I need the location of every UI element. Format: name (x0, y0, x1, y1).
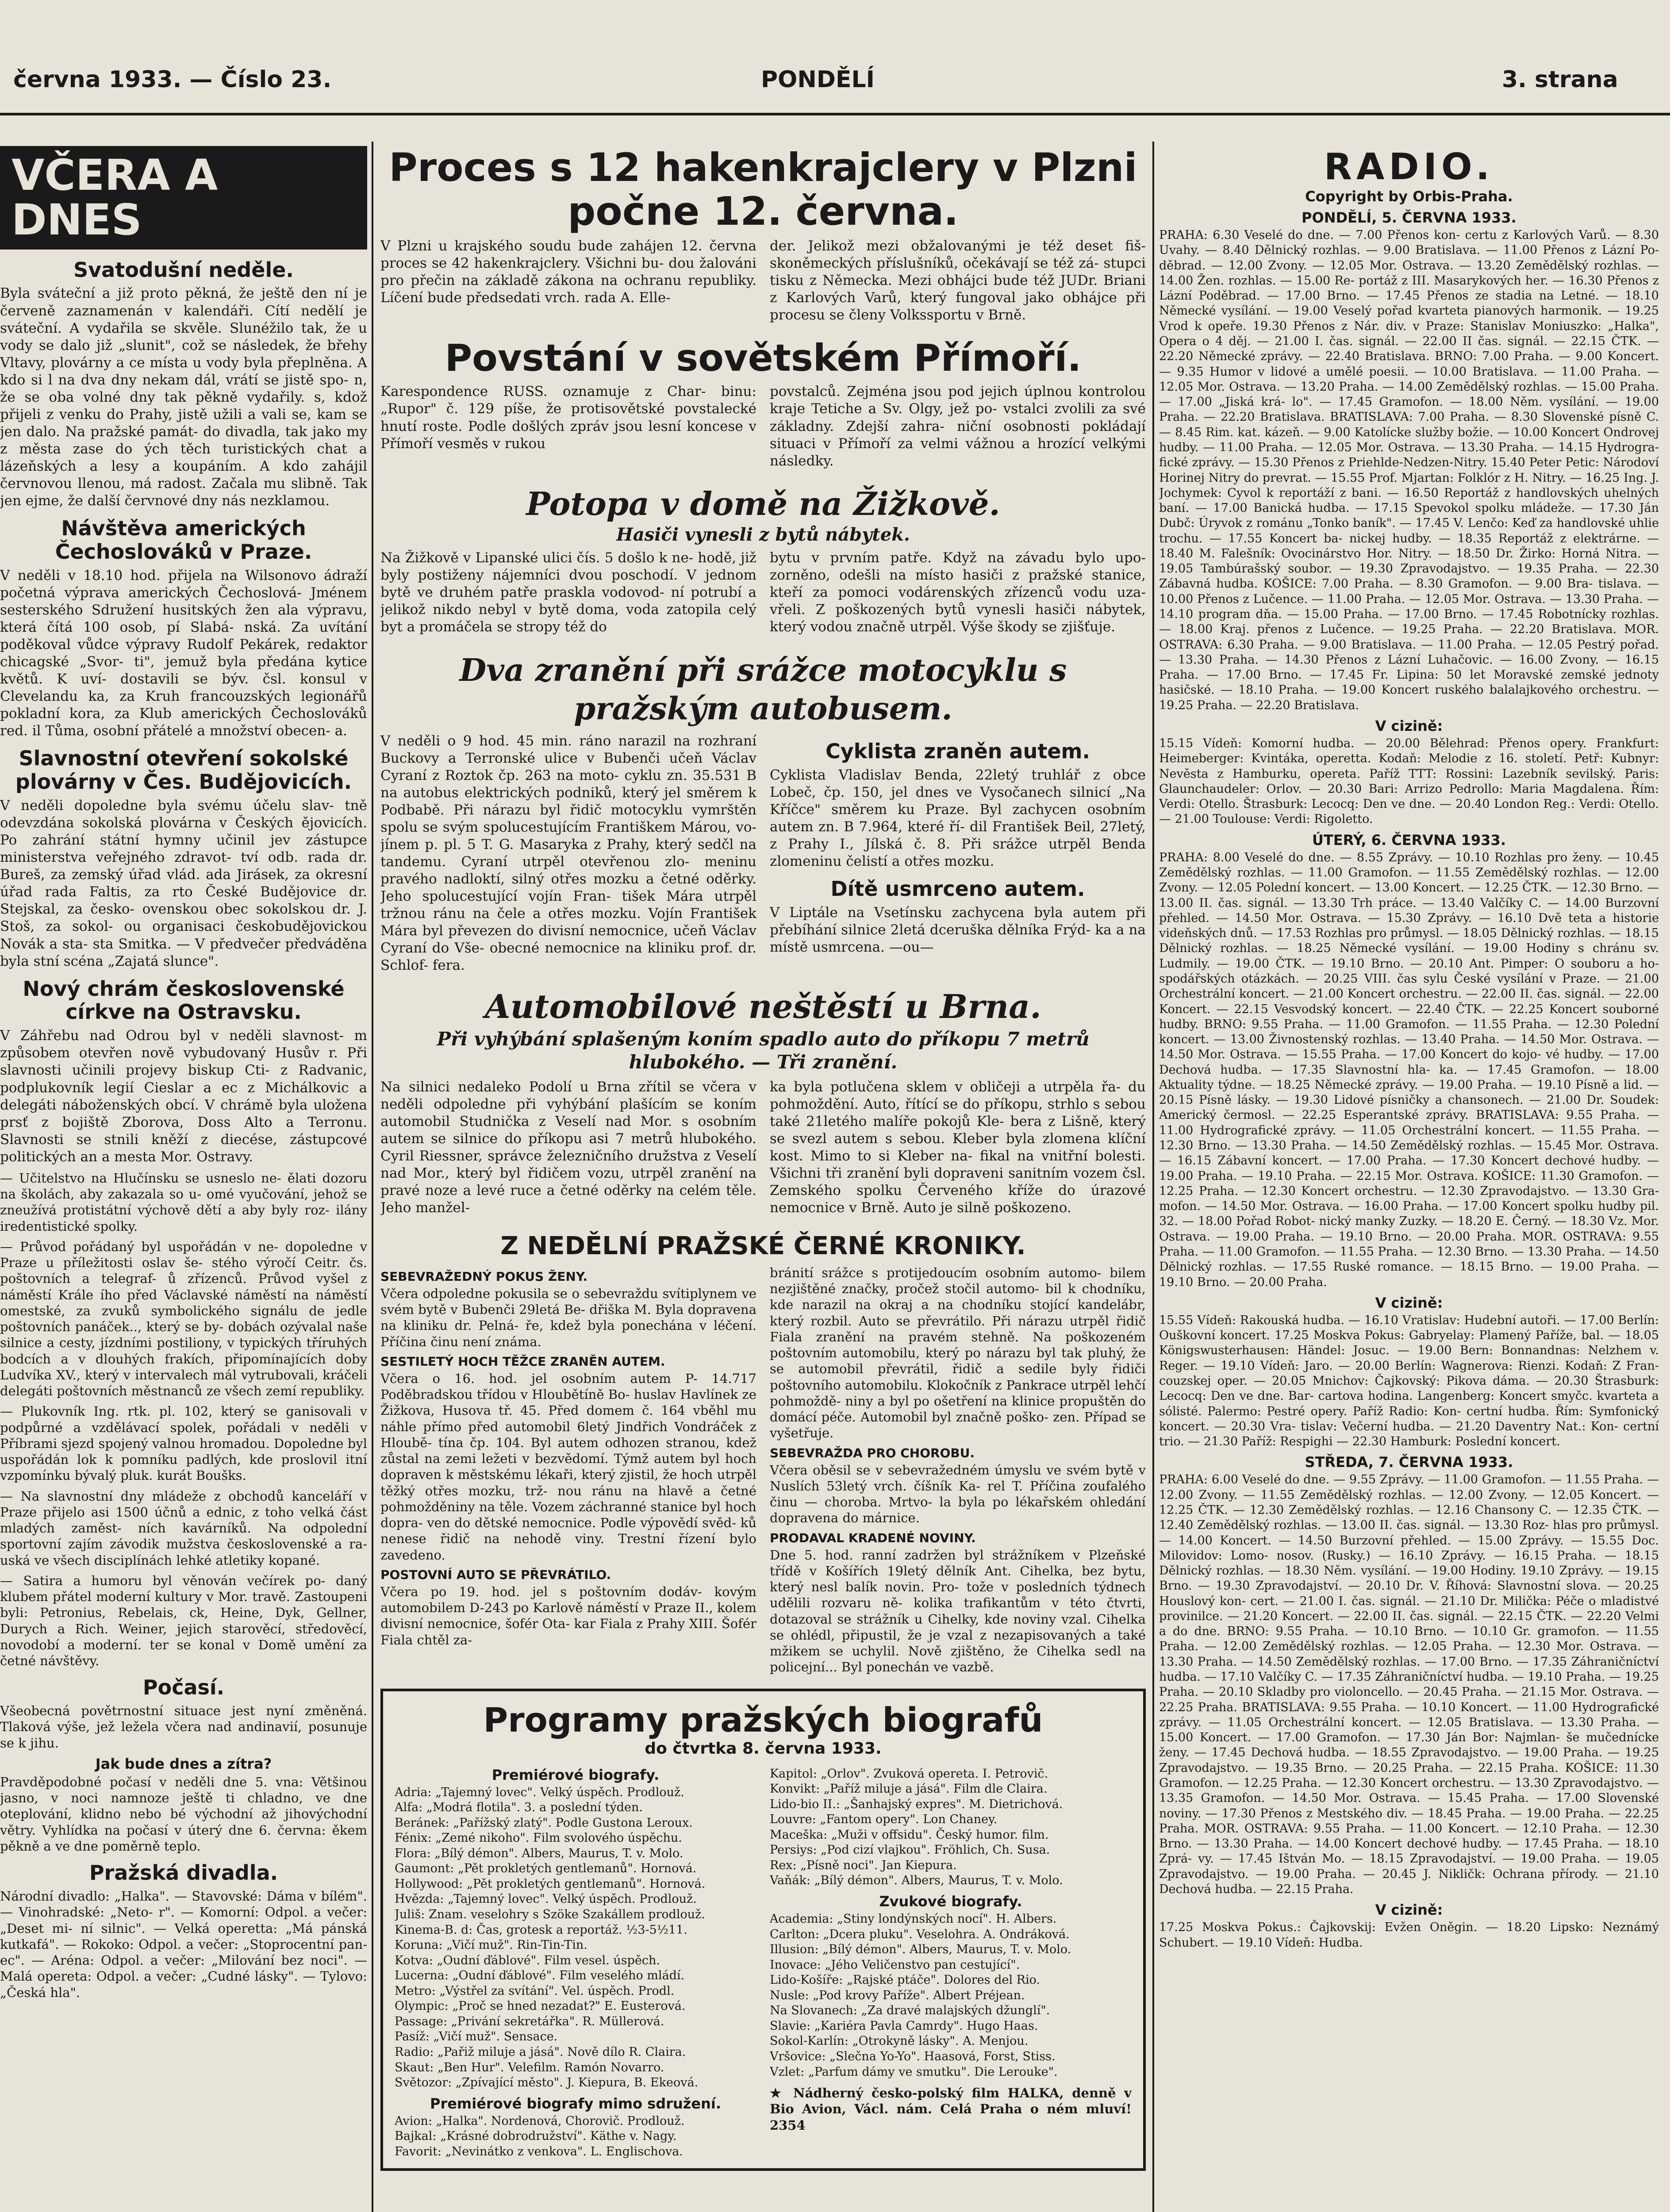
list-item: Favorit: „Nevinátko z venkova". L. Englischova. (395, 2144, 683, 2158)
weather-question: Jak bude dnes a zítra? (95, 1755, 272, 1772)
list-item: Lido-bio II.: „Šanhajský expres". M. Dietrichová. (770, 1797, 1063, 1811)
theatres-body: Národní divadlo: „Halka". — Stavovské: Dáma v bílém". — Vinohradské: „Neto- r". — Komorní: Odpol. a večer: „Deset mi- ní silnic". — Velká operetta: „Má pánská kutkafá". — Rokoko: Odpol. a večer: „Stoprocentní pan- ec". — Aréna: Odpol. a večer: „Milování bez noci". — Malá opereta: Odpol. a večer: „Cudné lásky". — Tylovo: „Česká hla". (0, 1889, 367, 2000)
radio-day-program: PRAHA: 6.00 Veselé do dne. — 9.55 Zprávy. — 11.00 Gramofon. — 11.55 Praha. — 12.00 Zvony. — 11.55 Zemědělský rozhlas. — 12.00 Zvony. — 12.05 Koncert. — 12.25 ČTK. — 12.30 Zemědělský rozhlas. — 12.16 Chansony C. — 12.35 ČTK. — 12.40 Zemědělský rozhlas. — 13.00 II. čas. signál. — 13.30 Roz- hlas pro průmysl. — 14.00 Koncert. — 14.50 Burzovní přehled. — 15.00 Zprávy. — 15.55 Doc. Milovidov: Lomo- nosov. (Rusky.) — 16.10 Zprávy. — 16.15 Praha. — 18.15 Dělnický rozhlas. — 18.30 Něm. vysílání. — 19.00 Hodiny. 19.10 Zprávy. — 19.15 Brno. — 19.30 Zpravodajství. — 20.10 Dr. V. Říhová: Slavnostní slova. — 20.25 Houslový kon- cert. — 21.00 I. čas. signál. — 21.10 Dr. Milička: Péče o mladistvé provinilce. — 21.20 Koncert. — 22.00 II. čas. signál. — 22.15 ČTK. — 22.20 Velmi a do dne. BRNO: 9.55 Praha. — 10.10 Brno. — 10.10 Gr. gramofon. — 11.55 Praha. — 12.00 Zemědělský rozhlas. — 12.05 Praha. — 12.30 Mor. Ostrava. — 13.30 Praha. — 14.50 Zemědělský rozhlas. — 17.00 Brno. — 17.35 Záhraničníctví hudba. — 17.10 Valčíky C. — 17.35 Záhraničníctví hudba. — 19.10 Praha. — 19.25 Praha. — 20.10 Skladby pro violoncello. — 20.45 Praha. — 21.15 Mor. Ostrava. — 22.25 Praha. BRATISLAVA: 9.55 Praha. — 10.10 Koncert. — 11.00 Hydrografické zprávy. — 11.05 Orchestrální koncert. — 12.05 Bratislava. — 13.30 Praha. — 15.00 Koncert. — 17.00 Gramofon. — 17.30 Ján Bor: Najmlan- še mučednícke ženy. — 17.45 Dechová hudba. — 18.55 Zpravodajstvo. — 19.00 Praha. — 19.25 Zpravodajstvo. — 19.35 Brno. — 20.25 Praha. — 22.15 Praha. KOŠICE: 11.30 Gramofon. — 12.25 Praha. — 12.30 Koncert orchestru. — 13.30 Zpravodajstvo. — 13.35 Gramofon. — 14.50 Mor. Ostrava. — 15.45 Praha. — 17.00 Slovenské noviny. — 17.30 Přenos z Mestského div. — 18.45 Praha. — 19.00 Praha. — 22.25 Praha. MOR. OSTRAVA: 9.55 Praha. — 11.00 Koncert. — 12.10 Praha. — 12.30 Brno. — 13.30 Praha. — 14.00 Koncert dechové hudby. — 17.45 Praha. — 18.10 Zprá- vy. — 17.45 Ištván Mo. — 18.15 Zpravodajství. — 19.00 Praha. — 19.05 Zpravodajstvo. — 19.00 Praha. — 20.45 J. Nikličk: Ochrana přírody. — 21.10 Dechová hudba. — 22.15 Praha. (1159, 1473, 1659, 1896)
kronika-item-title: POSTOVNÍ AUTO SE PŘEVRÁTILO. (380, 1567, 611, 1582)
column-divider-right (1152, 142, 1154, 2212)
left-column (0, 146, 367, 2212)
article-title: Svatodušní neděle. (73, 257, 294, 282)
povstani-body-left: Karespondence RUSS. oznamuje z Char- binu: „Rupor" č. 129 píše, že protisovětské povstalecké hnutí roste. Podle došlých zpráv jsou lesní koncese v Přímoří vesměs v rukou (380, 384, 756, 452)
premier-list (395, 1785, 756, 2091)
radio-foreign-heading: V cizině: (1375, 1294, 1443, 1311)
article-body: V neděli v 18.10 hod. přijela na Wilsonovo ádraží početná výprava amerických Čechoslová- Jménem sesterského Sdružení husitských žen ala výpravu, která čítá 100 osob, pí Slabá- nská. Za uvítání poděkoval vůdce výpravy Rudolf Pekárek, redaktor chicagské „Svor- ti", jemuž byla předána kytice květů. K uví- dostavili se býv. čsl. konsul v Clevelandu ka, za Kruh francouzských legionářů pokladní kora, za Klub amerických Čechoslováků red. il Tůma, osobní přátelé a množství obecen- a. (0, 567, 367, 739)
weather-forecast: Pravděpodobné počasí v neděli dne 5. vna: Většinou jasno, v noci namnoze ještě ti chladno, ve dne oteplování, klidno nebo bé východní až jihovýchodní větry. Vyhlídka na počasí v úterý dne 6. června: ěkem pěkně a ve dne poměrně teplo. (0, 1774, 367, 1854)
biografy-lists (395, 1762, 1132, 2160)
list-item: Flora: „Bílý démon". Albers, Maurus, T. v. Molo. (395, 1846, 683, 1860)
radio-foreign-heading: V cizině: (1375, 1901, 1443, 1919)
proces-body (380, 238, 1146, 328)
dite-body: V Liptále na Vsetínsku zachycena byla autem při přebíhání silnice 2letá dceruška dělníka Frýd- ka a na místě usmrcena. —ou— (770, 904, 1146, 956)
radio-day-heading: PONDĚLÍ, 5. ČERVNA 1933. (1301, 209, 1516, 226)
header-page-number: 3. strana (1502, 66, 1618, 93)
potopa-body (380, 549, 1146, 640)
zvuk-list (770, 1912, 1132, 2080)
notice-item: — Učitelstvo na Hlučínsku se usneslo ne- ělati dozoru na školách, aby zakazala so u- omé vyučování, jehož se zneužívá protistátní výchově dětí a aby byly roz- ilány iredentistické spolky. (0, 1170, 367, 1234)
brno-headline: Automobilové neštěstí u Brna. (485, 987, 1041, 1026)
radio-day-heading: ÚTERÝ, 6. ČERVNA 1933. (1312, 831, 1506, 849)
povstani-headline: Povstání v sovětském Přímoří. (445, 336, 1082, 380)
notice-item: — Satira a humoru byl věnován večírek po- daný klubem přátel moderní kultury v Mor. travě. Zastoupeni byli: Petronius, Rebelais, ck, Heine, Dyk, Gellner, Durych a Rich. Weiner, jejich starověcí, středověcí, novodobí a moderní. ter se konal v Domě umění za četné návštěvy. (0, 1573, 367, 1668)
article-title: Slavnostní otevření sokolské plovárny v Čes. Budějovicích. (15, 746, 352, 794)
moto-headline: Dva zranění při srážce motocyklu s pražským autobusem. (459, 651, 1067, 727)
list-item: Lucerna: „Oudní ďáblové". Film veselého mládí. (395, 1969, 685, 1983)
cyklista-body: Cyklista Vladislav Benda, 22letý truhlář z obce Lobeč, čp. 150, jel dnes ve Vysočanech silnicí „Na Kříčce" směrem ku Praze. Byl zachycen osobním autem zn. B 7.964, které ří- dil František Beil, 27letý, z Prahy I., Jílská č. 8. Při srážce utrpěl Benda zlomeninu čelistí a otřes mozku. (770, 767, 1146, 869)
list-item: Na Slovanech: „Za dravé malajských džunglí". (770, 2004, 1050, 2018)
list-item: Radio: „Pařiž miluje a jásá". Nově dílo R. Claira. (395, 2045, 686, 2059)
kronika-item-body: bránití srážce s protijedoucím osobním automo- bilem nezjištěné značky, pročež stočil automo- bil k chodníku, kde narazil na okraj a na chodníku stojící kandelábr, který rozbil. Auto se převrátilo. Při nárazu utrpěl řidič Fiala zranění na pravém stehně. Na poškozeném poštovním automobilu, který po nárazu byl tak pluhý, že se automobil převrátil, řidič a sedile byly řidiči poštovního automobilu. Klokočník z Pankrace utrpěl lehčí pohmoždě- niny a byl po ošetření na klinice propuštěn do domácí péče. Automobil byl značně poško- zen. Případ se vyšetřuje. (770, 1265, 1146, 1441)
potopa-headline: Potopa v domě na Žižkově. (526, 484, 1000, 522)
kronika-headline: Z NEDĚLNÍ PRAŽSKÉ ČERNÉ KRONIKY. (500, 1231, 1026, 1260)
kronika-body (380, 1265, 1146, 1680)
povstani-body (380, 383, 1146, 474)
list-item: Skaut: „Ben Hur". Velefilm. Ramón Novarro. (395, 2060, 664, 2074)
radio-foreign-heading: V cizině: (1375, 718, 1443, 734)
list-item: Kotva: „Oudní ďáblové". Film vesel. úspěch. (395, 1953, 660, 1967)
weather-body: Všeobecná povětrnostní situace jest nyní změněná. Tlaková výše, jež ležela včera nad andinavií, posunuje se k jihu. (0, 1703, 367, 1751)
article-title: Nový chrám československé církve na Ostravsku. (23, 976, 345, 1024)
list-item: Vzlet: „Parfum dámy ve smutku". Die Lerouke". (770, 2065, 1058, 2079)
brno-subhead: Při vyhýbání splašeným koním spadlo auto do příkopu 7 metrů hlubokého. — Tři zranění. (437, 1028, 1090, 1073)
list-item: Illusion: „Bílý démon". Albers, Maurus, T. v. Molo. (770, 1943, 1071, 1957)
list-item: Gaumont: „Pět prokletých gentlemanů". Hornová. (395, 1862, 697, 1876)
list-item: Slavie: „Kariéra Pavla Camrdy". Hugo Haas. (770, 2019, 1038, 2033)
list-item: Pasíž: „Vičí muž". Sensace. (395, 2030, 558, 2044)
radio-title: RADIO. (1324, 146, 1494, 188)
radio-foreign-program: 15.15 Vídeň: Komorní hudba. — 20.00 Bělehrad: Přenos opery. Frankfurt: Heimeberger: Kvintáka, operetta. Kodaň: Melodie z 16. století. Petř: Kubnyr: Nevěsta z Hamburku, opereta. Paříž TTT: Rossini: Lazebník sevilský. Paris: Glaunchaudeler: Orlov. — 20.30 Bari: Arrizo Pedrollo: Maria Magdalena. Řím: Verdi: Otello. Štrasburk: Lecocq: Den ve dne. — 20.40 London Reg.: Verdi: Otello. — 21.00 Toulouse: Verdi: Rigoletto. (1159, 737, 1659, 826)
mimo-title: Premiérové biografy mimo sdružení. (430, 2095, 721, 2112)
page-header (0, 66, 1670, 111)
list-item: Nusle: „Pod krovy Paříže". Albert Préjean. (770, 1988, 1025, 2002)
kronika-item-title: SEBEVRAŽDA PRO CHOROBU. (770, 1445, 975, 1460)
notice-item: — Plukovník Ing. rtk. pl. 102, který se ganisovali v podpůrné a vzdělávací spolek, pořádali v neděli v Příbrami sjezd spojený valnou hromadou. Dopoledne byl uspořádán lok k pomníku padlých, kde proslovil itní vzpomínku bývalý pluk. kurát Boušks. (0, 1404, 367, 1483)
main-column (380, 146, 1146, 2212)
potopa-subhead: Hasiči vynesli z bytů nábytek. (616, 524, 910, 545)
radio-column (1159, 146, 1659, 2212)
kronika-item-body: Včera po 19. hod. jel s poštovním dodáv- kovým automobilem D-243 po Karlově náměstí v Praze II., kolem divisní nemocnice, šofér Ota- kar Fiala z Prahy XIII. Šofér Fiala chtěl za- (380, 1584, 756, 1647)
radio-copyright: Copyright by Orbis-Praha. (1305, 188, 1513, 205)
weather-title: Počasí. (142, 1675, 225, 1700)
list-item: Kinema-B. d: Čas, grotesk a reportáž. ½3-5½11. (395, 1923, 687, 1937)
proces-body-right: der. Jelikož mezi obžalovanými je též deset fiš- skoněmeckých příslušníků, očekávají se též zá- stupci tisku z Německa. Mezi obhájci bude též JUDr. Briani z Karlových Varů, který fungoval jako obhájce při procesu se členy Volkssportu v Brně. (770, 238, 1146, 323)
list-item: Konvikt: „Paříž miluje a jásá". Film dle Claira. (770, 1782, 1048, 1796)
kronika-item-title: SESTILETÝ HOCH TĚŽCE ZRANĚN AUTEM. (380, 1354, 665, 1369)
kronika-item-body: Včera o 16. hod. jel osobním autem P- 14.717 Poděbradskou třídou v Hloubětíně Bo- huslav Havlínek ze Žižkova, Husova tř. 45. Před domem č. 164 vběhl mu náhle přímo před automobil 6letý Jindřich Vondráček z Hloubě- tína čp. 104. Byl autem odhozen stranou, kdež zůstal na zemi ležeti v bezvědomí. Týmž autem byl hoch dopraven k městskému lékaři, který zjistil, že hoch utrpěl těžký otřes mozku, trž- nou ránu na hlavě a četné pohmožděniny na těle. Vozem záchranné stanice byl hoch dopra- ven do dětské nemocnice. Podle výpovědí svěd- ků nenese řidič na nehodě viny. Trestní řízení bylo zavedeno. (380, 1371, 756, 1563)
proces-headline: Proces s 12 hakenkrajclery v Plzni počne 12. června. (389, 146, 1137, 234)
premier-title: Premiérové biografy. (491, 1766, 660, 1783)
article-body: V neděli dopoledne byla svému účelu slav- tně odevzdána sokolská plovárna v Českých ějovicích. Po zahrání státní hymny učinil jev zástupce ministerstva veřejného zdravot- tví odb. rada dr. Bureš, za zemský úřad vlád. ada Jirásek, za okresní úřad rada Faltis, za rto České Budějovice dr. Stejskal, za česko- ovenskou obec sokolskou dr. J. Stoš, za sokol- ou organisaci českobudějovickou Novák a sta- sta Smitka. — V předvečer předváděna byla stní scéna „Zajatá slunce". (0, 798, 367, 969)
list-item: Alfa: „Modrá flotila". 3. a poslední týden. (395, 1801, 643, 1815)
proces-body-left: V Plzni u krajského soudu bude zahájen 12. června proces se 42 hakenkrajclery. Všichni bu- dou žalováni pro přečin na základě zákona na ochranu republiky. Líčení bude předsedati vrch. rada A. Elle- (380, 238, 756, 306)
povstani-body-right: povstalců. Zejména jsou pod jejich úplnou kontrolou kraje Tetiche a Sv. Olgy, jež po- vstalci zvolili za své základny. Zdejší zahra- niční osobnosti pokládají situaci v Přímoří za velmi vážnou a hrozící velkými následky. (770, 384, 1146, 469)
zvuk-title: Zvukové biografy. (879, 1893, 1022, 1910)
list-item: Metro: „Výstřel za svítání". Vel. úspěch. Prodl. (395, 1984, 675, 1998)
radio-day-heading: STŘEDA, 7. ČERVNA 1933. (1305, 1454, 1513, 1471)
list-item: Koruna: „Vičí muž". Rin-Tin-Tin. (395, 1938, 587, 1952)
list-item: Kapitol: „Orlov". Zvuková opereta. I. Petrovič. (770, 1767, 1048, 1781)
radio-day-program: PRAHA: 6.30 Veselé do dne. — 7.00 Přenos kon- certu z Karlových Varů. — 8.30 Uvahy. — 8.40 Dělnický rozhlas. — 9.00 Bratislava. — 11.00 Přenos z Lázní Po- děbrad. — 12.00 Zvony. — 12.05 Mor. Ostrava. — 13.20 Zemědělský rozhlas. — 14.00 Žen. rozhlas. — 15.00 Re- portáž z III. Masarykových her. — 16.30 Přenos z Lázní Poděbrad. — 17.00 Brno. — 17.45 Přenos ze stadia na Letné. — 18.10 Německé vysílání. — 19.00 Veselý pořad kvarteta pianových harmonik. — 19.25 Vrod k opeře. 19.30 Přenos z Nár. div. v Praze: Stanislav Moniuszko: „Halka", Opera o 4 děj. — 21.00 I. čas. signál. — 22.00 II čas. signál. — 22.15 ČTK. — 22.20 Německé zprávy. — 22.40 Bratislava. BRNO: 7.00 Praha. — 9.00 Koncert. — 9.35 Humor v lidové a umělé poesii. — 10.00 Bratislava. — 11.00 Praha. — 12.05 Mor. Ostrava. — 13.20 Praha. — 14.00 Zemědělský rozhlas. — 15.00 Praha. — 17.00 „Jiská krá- lo". — 17.45 Gramofon. — 18.00 Něm. vysílání. — 19.00 Praha. — 22.20 Bratislava. BRATISLAVA: 7.00 Praha. — 8.30 Slovenské písně C. — 8.45 Rim. kat. kázeň. — 9.00 Katolícke služby božie. — 10.00 Koncert Ondrovej hudby. — 11.00 Praha. — 12.05 Mor. Ostrava. — 13.30 Praha. — 14.15 Hydrogra- fické zprávy. — 15.30 Přenos z Priehlde-Nedzen-Nitry. 15.40 Peter Petic: Národoví Horinej Nitry do prevrat. — 15.55 Prof. Mjartan: Folklór z H. Nitry. — 16.25 Ing. J. Jochymek: Cyvol k reportáží z bani. — 16.50 Reportáž z handlovských uhelných baní. — 17.00 Banická hudba. — 17.15 Spevokol spolku mládeže. — 17.30 Ján Dubč: Úryvok z románu „Tonko baník". — 17.45 V. Lenčo: Keď za handlovské uhlie trochu. — 17.55 Koncert ba- nickej hudby. — 18.35 Reportáž z elektrárne. — 18.40 M. Falešník: Ovocinárstvo Hor. Nitry. — 18.50 Dr. Žirko: Horná Nitra. — 19.05 Tambúrašský soubor. — 19.30 Zpravodajstvo. — 19.35 Praha. — 22.30 Zábavná hudba. KOŠICE: 7.00 Praha. — 8.30 Gramofon. — 9.00 Bra- tislava. — 10.00 Přenos z Lučence. — 11.00 Praha. — 12.05 Mor. Ostrava. — 13.30 Praha. — 14.10 program dňa. — 15.00 Praha. — 17.00 Brno. — 17.45 Robotnícky rozhlas. — 18.00 Kraj. přenos z Lučence. — 19.25 Praha. — 22.20 Bratislava. MOR. OSTRAVA: 6.30 Praha. — 9.00 Bratislava. — 11.00 Praha. — 12.05 Pestrý pořad. — 13.30 Praha. — 14.30 Přenos z Lázní Luhačovic. — 16.00 Zvony. — 16.15 Praha. — 17.00 Brno. — 17.45 Fr. Lipina: 50 let Moravské zemské jednoty hasičské. — 18.10 Praha. — 19.00 Koncert ruského balalajkového orchestru. — 19.25 Praha. — 22.20 Bratislava. (1159, 228, 1659, 712)
kronika-item-title: SEBEVRAŽEDNÝ POKUS ŽENY. (380, 1269, 588, 1284)
radio-foreign-program: 15.55 Vídeň: Rakouská hudba. — 16.10 Vratislav: Hudební autoři. — 17.00 Berlín: Ouškovní koncert. 17.25 Moskva Pokus: Gabryelay: Plamený Paříže, bal. — 18.05 Königswusterhausen: Händel: Josuc. — 19.00 Bern: Bonnandnas: Nelzhem v. Reger. — 19.10 Vídeň: Jaro. — 20.00 Berlín: Wagnerova: Rienzi. Kodaň: Z Fran- couzskej oper. — 20.05 Mnichov: Čajkovský: Pikova dáma. — 20.30 Štrasburk: Lecocq: Den ve dne. Bar- cartova hodina. Langenberg: Koncert smyčc. kvarteta a sólisté. Palermo: Pestré opery. Paříž Radio: Kon- certní hudba. Řím: Symfonický koncert. — 20.30 Vra- tislav: Večerní hudba. — 21.20 Daventry Nat.: Kon- certní trio. — 21.30 Paříž: Respighi — 22.30 Hamburk: Poslední koncert. (1159, 1313, 1659, 1449)
article-body: V Záhřebu nad Odrou byl v neděli slavnost- m způsobem otevřen nově vybudovaný Husův r. Při slavnosti učinili projevy biskup Cti- z Radvanic, podplukovník legií Cieslar a ec z Michálkovic a delegáti náboženských obcí. V chrámě byla uložena prsť z bojiště Zborova, Doss Alto a Terronu. Slavnosti se stnili kněží z diecése, zástupcové politických an a mesta Mor. Ostravy. (0, 1028, 367, 1165)
list-item: Carlton: „Dcera pluku". Veselohra. A. Ondráková. (770, 1927, 1070, 1941)
notice-item: — Na slavnostní dny mládeže z obchodů kanceláří v Praze přijelo asi 1500 účnů a ednic, z toho velká část mladých zaměst- ních kavárníků. Na odpolední sportovní zajím závodik mužstva československé a ra- uská ve všech disciplínách lehké atletiky kopané. (0, 1488, 367, 1568)
brno-body-right: ka byla potlučena sklem v obličeji a utrpěla řa- du pohmoždění. Auto, řítící se do příkopu, strhlo s sebou také 21letého malíře pokojů Kle- bera z Lišně, který se svezl autem s sebou. Kleber byla zlomena klíční kost. Mimo to si Kleber na- fikal na vnitřní bolesti. Všichni tři zranění byli dopraveni sanitním vozem čsl. Zemského spolku Červeného kříže do úrazové nemocnice v Brně. Auto je silně poškozeno. (770, 1079, 1146, 1216)
right-cinema-list (770, 1767, 1132, 1889)
header-issue: června 1933. — Číslo 23. (13, 66, 332, 93)
kronika-item-body: Včera odpoledne pokusila se o sebevraždu svítiplynem ve svém bytě v Bubenči 29letá Be- dřiška M. Byla dopravena na kliniku dr. Pelná- ře, kdež byla ponechána v léčení. Příčina činu není známa. (380, 1286, 756, 1349)
moto-body (380, 733, 1146, 979)
list-item: Maceška: „Muži v offsidu". Český humor. film. (770, 1828, 1049, 1842)
notice-item: — Průvod pořádaný byl uspořádán v ne- dopoledne v Praze u příležitosti oslav še- stého výročí Ceitr. čs. poštovních a telegraf- ů zřízenců. Průvod vyšel z náměstí Krále ího před Václavské náměstí na náměstí omestské, za zvuků symbolického signálu de jedle poštovních panáček.., který se by- dobách ozývalal naše silnice a cesty, jízdními postiliony, v typických tříruhých bodcích a v dlouhých frakích, připomínajících doby Ludvíka XV., který v intervalech mál vytrubovali, kráčeli delegáti poštovních městnanců ze všech zemí republiky. (0, 1239, 367, 1398)
list-item: Inovace: „Jého Veličenstvo pan cestující". (770, 1958, 1020, 1972)
mimo-list (395, 2114, 756, 2160)
list-item: Beránek: „Pařížský zlatý". Podle Gustona Leroux. (395, 1816, 693, 1830)
moto-body-text: V neděli o 9 hod. 45 min. ráno narazil na rozhraní Buckovy a Terronské ulice v Bubenči učeň Václav Cyraní z Roztok čp. 263 na moto- cyklu zn. 35.531 B na autobus elektrických podniků, který jel směrem k Podbabě. Při nárazu byl řidič motocyklu vymrštěn spolu se svým spolucestujícím Františkem Márou, vo- jínem p. pl. 5 T. G. Masaryka z Prahy, který sedčl na tandemu. Cyraní utrpěl otevřenou zlo- meninu pravého nadloktí, silný otřes mozku a četné oděrky. Jeho spolucestující vojín Fran- tišek Mára utrpěl tržnou ránu na čele a otřes mozku. Vojín František Mára byl převezen do divisní nemocnice, učeň Václav Cyraní do Vše- obecné nemocnice na kliniku prof. dr. Schlof- fera. (380, 733, 756, 974)
biografy-headline: Programy pražských biografů (483, 1700, 1043, 1740)
header-rule (0, 113, 1670, 115)
list-item: Passage: „Privání sekretářka". R. Müllerová. (395, 2014, 664, 2028)
list-item: Hvězda: „Tajemný lovec". Velký úspěch. Prodlouž. (395, 1892, 697, 1906)
list-item: Sokol-Karlín: „Otrokyně lásky". A. Menjou. (770, 2034, 1029, 2048)
kronika-item-body: Dne 5. hod. ranní zadržen byl strážníkem v Plzeňské třídě v Košířích 19letý dělník Ant. Cihelka, bez bytu, který nesl balík novin. Pro- tože v posledních týdnech udělili rozvaru ně- kolika trafikantům v této čtvrti, dotazoval se strážník u Cihelky, kde noviny vzal. Cihelka se ohlédl, připustil, že je vzal z nezapisovaných a také mžikem se uchylil. Nově zjištěno, že Cihelka sedl na policejní... Byl ponechán ve vazbě. (770, 1547, 1146, 1675)
list-item: Adria: „Tajemný lovec". Velký úspěch. Prodlouž. (395, 1785, 684, 1799)
kronika-item-title: PRODAVAL KRADENÉ NOVINY. (770, 1530, 976, 1545)
list-item: Světozor: „Zpívající město". J. Kiepura, B. Ekeová. (395, 2076, 699, 2090)
list-item: Rex: „Písně noci". Jan Kiepura. (770, 1858, 957, 1872)
dite-title: Dítě usmrceno autem. (830, 877, 1085, 901)
potopa-body-left: Na Žižkově v Lipanské ulici čís. 5 došlo k ne- hodě, již byly postiženy nájemníci dvou poschodí. V jednom bytě ve druhém patře praskla vodovod- ní potrubí a jelikož nikdo nebyl v bytě doma, voda zatopila celý byt a promáčela se stropy též do (380, 549, 756, 635)
vcera-a-dnes-banner: VČERA A DNES (0, 146, 367, 250)
list-item: Vaňák: „Bílý démon". Albers, Maurus, T. v. Molo. (770, 1874, 1063, 1888)
list-item: Juliš: Znam. veselohry s Szöke Szakállem prodlouž. (395, 1908, 705, 1922)
theatres-title: Pražská divadla. (89, 1861, 278, 1885)
potopa-body-right: bytu v prvním patře. Když na závadu bylo upo- zorněno, odešli na místo hasiči z pražské stanice, kteří za pomoci vodárenských zřízenců vodu uza- vřeli. Z poškozených bytů vynesli hasiči nábytek, který vodou značně utrpěl. Výše škody se zjišťuje. (770, 549, 1146, 635)
column-divider-left (372, 142, 373, 2212)
brno-body-left: Na silnici nedaleko Podolí u Brna zřítil se včera v neděli odpoledne při vyhýbání plašícím se koním automobil Studnička z Veselí nad Mor. s osobním autem se silnice do příkopu asi 7 metrů hlubokého. Cyril Riessner, správce železničního družstva z Veselí nad Mor., který byl řidičem vozu, utrpěl zranění na pravé noze a levé ruce a četné oděrky na celém těle. Jeho manžel- (380, 1079, 756, 1216)
list-item: Persiys: „Pod cizí vlajkou". Fröhlich, Ch. Susa. (770, 1843, 1050, 1857)
radio-foreign-program: 17.25 Moskva Pokus.: Čajkovskij: Evžen Oněgin. — 18.20 Lipsko: Neznámý Schubert. — 19.10 Vídeň: Hudba. (1159, 1920, 1659, 1950)
list-item: Vršovice: „Slečna Yo-Yo". Haasová, Forst, Stiss. (770, 2049, 1056, 2063)
list-item: Avion: „Halka". Nordenová, Chorovič. Prodlouž. (395, 2114, 685, 2128)
biografy-date: do čtvrtka 8. června 1933. (645, 1739, 882, 1758)
radio-day-program: PRAHA: 8.00 Veselé do dne. — 8.55 Zprávy. — 10.10 Rozhlas pro ženy. — 10.45 Zemědělský rozhlas. — 11.00 Gramofon. — 11.55 Zemědělský rozhlas. — 12.00 Zvony. — 12.05 Polední koncert. — 13.00 Koncert. — 12.25 ČTK. — 12.30 Brno. — 13.00 II. čas. signál. — 13.30 Trh práce. — 13.40 Valčíky C. — 14.00 Burzovní přehled. — 14.50 Mor. Ostrava. — 15.30 Zprávy. — 16.10 Dvě teta a historie videňských dnů. — 17.53 Rozhlas pro průmysl. — 18.05 Dělnický rozhlas. — 18.15 Dělnický rozhlas. — 18.25 Německé vysílání. — 19.00 Hodiny s chránu sv. Ludmily. — 19.00 ČTK. — 19.10 Brno. — 20.10 Ant. Pimper: O souboru a ho- spodářských otázkách. — 20.25 VIII. čas sylu České vysílání v Praze. — 21.00 Orchestrální koncert. — 21.00 Koncert orchestru. — 22.00 II. čas. signál. — 22.00 Koncert. — 22.15 Vesvodský koncert. — 22.40 ČTK. — 22.25 Koncert souborné hudby. BRNO: 9.55 Praha. — 11.00 Gramofon. — 11.55 Praha. — 12.30 Polední koncert. — 13.00 Živnostenský rozhlas. — 13.40 Praha. — 14.50 Mor. Ostrava. — 14.50 Mor. Ostrava. — 15.55 Praha. — 17.00 Koncert do kojo- vé hudby. — 17.00 Dechová hudba. — 17.35 Slavnostní hla- ka. — 17.45 Gramofon. — 18.00 Aktuality týdne. — 18.25 Německé zprávy. — 19.00 Praha. — 19.10 Písně a lid. — 20.15 Písně lásky. — 19.30 Lidové písničky a chansonech. — 21.00 Dr. Soudek: Americký čermosl. — 22.25 Esperantské zprávy. BRATISLAVA: 9.55 Praha. — 11.00 Hydrografické zprávy. — 11.05 Orchestrální koncert. — 11.55 Praha. — 12.30 Brno. — 13.30 Praha. — 14.50 Zemědělský rozhlas. — 15.45 Mor. Ostrava. — 16.15 Zábavní koncert. — 17.00 Praha. — 17.30 Koncert dechové hudby. — 19.00 Praha. — 19.10 Praha. — 22.15 Mor. Ostrava. KOŠICE: 11.30 Gramofon. — 12.25 Praha. — 12.30 Koncert orchestru. — 12.30 Zpravodajstvo. — 13.30 Gra- mofon. — 14.50 Mor. Ostrava. — 16.00 Praha. — 17.00 Koncert spolku hudby pil. 32. — 18.00 Pořad Robot- nický manky Zuzky. — 18.20 E. Černý. — 18.30 Vz. Mor. Ostrava. — 19.00 Praha. — 19.10 Brno. — 20.00 Praha. MOR. OSTRAVA: 9.55 Praha. — 11.00 Gramofon. — 11.55 Praha. — 12.30 Brno. — 13.30 Praha. — 14.50 Dělnický rozhlas. — 17.55 Ruské romance. — 18.15 Brno. — 19.00 Praha. — 19.10 Brno. — 20.00 Praha. (1159, 850, 1659, 1289)
header-day: PONDĚLÍ (761, 66, 875, 93)
article-title: Návštěva amerických Čechoslováků v Praze. (55, 516, 312, 564)
cyklista-title: Cyklista zraněn autem. (825, 739, 1090, 763)
list-item: Hollywood: „Pět prokletých gentlemanů". Hornová. (395, 1877, 706, 1891)
brno-body (380, 1079, 1146, 1221)
list-item: Academia: „Stiny londýnských nocí". H. Albers. (770, 1912, 1057, 1926)
list-item: Bajkal: „Krásné dobrodružství". Käthe v. Nagy. (395, 2129, 677, 2143)
list-item: Olympic: „Proč se hned nezadat?" E. Eusterová. (395, 1999, 686, 2013)
list-item: Louvre: „Fantom opery". Lon Chaney. (770, 1813, 998, 1827)
list-item: Fénix: „Zemé nikoho". Film svolového úspěchu. (395, 1831, 682, 1845)
kronika-item-body: Včera oběsil se v sebevražedném úmyslu ve svém bytě v Nuslích 53letý vrch. číšník Ka- rel T. Příčina zoufalého činu — choroba. Mrtvo- la byla po lékařském ohledání dopravena do márnice. (770, 1462, 1146, 1526)
article-body: Byla sváteční a již proto pěkná, že ještě den ní je červeně zaznamenán v kalendáři. Cítí nedělí je sváteční. A vydařila se skvěle. Slunéžilo tak, že u vody se dalo již „slunit", což se následek, že břehy Vltavy, plovárny a ce místa u vody byla přeplněna. A kdo si l na dva dny nekam dál, vrátí se jistě spo- n, že se oba volné dny tak pěkně vydařily. s, kdož přijeli z venku do Prahy, jistě užili a vali se, kam se jen dalo. Na pražské památ- do divadla, tak jako my z města zase do ých těch turistických chat a lázeňských a lesy a koupáním. A kdo zahájil červnovou llenou, má radost. Začala mu slibně. Tak jen ejme, že další červnové dny nás nezklamou. (0, 285, 367, 509)
biografy-box (380, 1689, 1146, 2171)
list-item: Lido-Košíře: „Rajské ptáče". Dolores del Rio. (770, 1973, 1040, 1987)
halka-advert: ★ Nádherný česko-polský film HALKA, denně v Bio Avion, Václ. nám. Celá Praha o ném mluví! 2354 (770, 2085, 1132, 2133)
